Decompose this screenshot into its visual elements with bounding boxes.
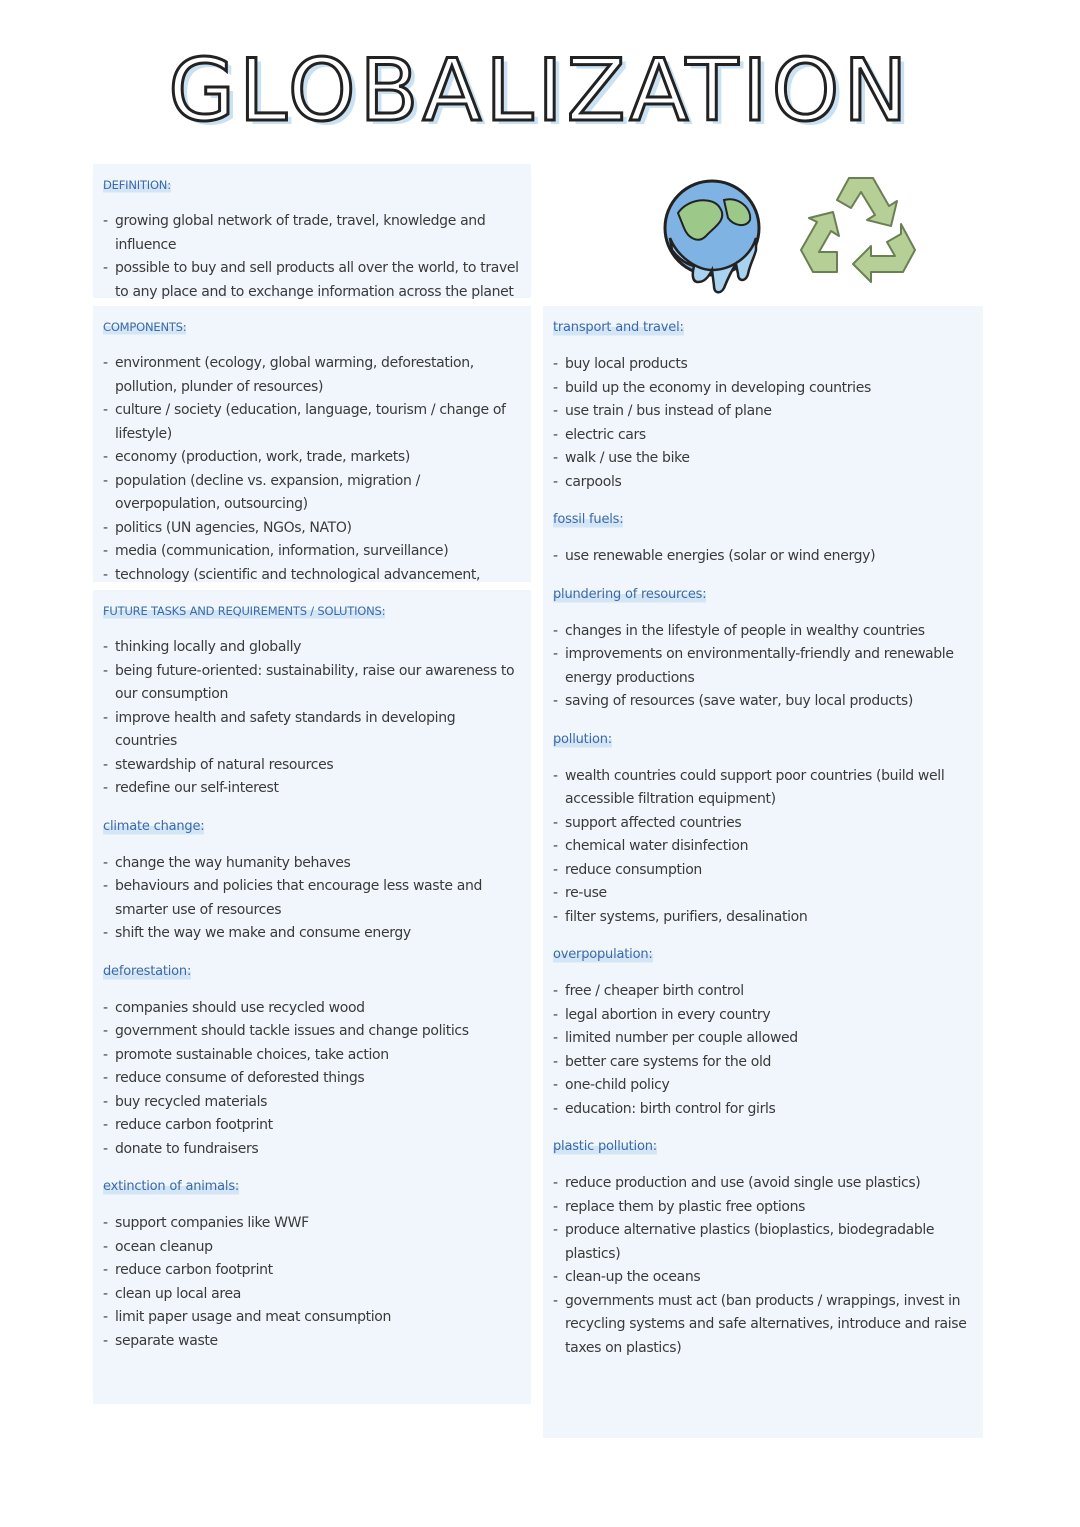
recycle-icon [797, 168, 925, 286]
list-item: - government should tackle issues and change politics [103, 1020, 521, 1044]
list-item: - culture / society (education, language, tourism / change of lifestyle) [103, 399, 521, 446]
list-item: - limited number per couple allowed [553, 1027, 973, 1051]
components-heading: COMPONENTS: [103, 316, 186, 338]
list-item: - one-child policy [553, 1074, 973, 1098]
components-panel [93, 306, 531, 582]
list-item: - chemical water disinfection [553, 835, 973, 859]
list-item: - growing global network of trade, travel, knowledge and influence [103, 210, 521, 257]
list-item: - walk / use the bike [553, 447, 973, 471]
list-item: - education: birth control for girls [553, 1098, 973, 1122]
list-item: - environment (ecology, global warming, deforestation, pollution, plunder of resources) [103, 352, 521, 399]
list-item: - improvements on environmentally-friendly and renewable energy productions [553, 643, 973, 690]
melting-earth-icon [658, 178, 770, 296]
list-item: - build up the economy in developing countries [553, 377, 973, 401]
fossil-list [553, 545, 973, 569]
transport-heading: transport and travel: [553, 317, 684, 339]
list-item: - re-use [553, 882, 973, 906]
list-item: - replace them by plastic free options [553, 1196, 973, 1220]
climate-change-heading: climate change: [103, 816, 204, 838]
list-item: - reduce carbon footprint [103, 1259, 521, 1283]
solutions-left-panel [93, 590, 531, 1404]
list-item: - support companies like WWF [103, 1212, 521, 1236]
list-item: - legal abortion in every country [553, 1004, 973, 1028]
list-item: - economy (production, work, trade, markets) [103, 446, 521, 470]
list-item: - buy recycled materials [103, 1091, 521, 1115]
pollution-list [553, 765, 973, 930]
solutions-right-panel [543, 306, 983, 1438]
list-item: - support affected countries [553, 812, 973, 836]
list-item: - stewardship of natural resources [103, 754, 521, 778]
definition-panel [93, 164, 531, 298]
list-item: - technology (scientific and technological advancement, [103, 564, 521, 611]
list-item: - filter systems, purifiers, desalination [553, 906, 973, 930]
list-item: - improve health and safety standards in developing countries [103, 707, 521, 754]
pollution-heading: pollution: [553, 729, 612, 751]
list-item: - clean up local area [103, 1283, 521, 1307]
plastic-list [553, 1172, 973, 1360]
list-item: - reduce carbon footprint [103, 1114, 521, 1138]
deforestation-list [103, 997, 521, 1162]
list-item: - thinking locally and globally [103, 636, 521, 660]
definition-list [103, 210, 521, 304]
list-item: - separate waste [103, 1330, 521, 1354]
list-item: - limit paper usage and meat consumption [103, 1306, 521, 1330]
plastic-heading: plastic pollution: [553, 1136, 657, 1158]
list-item: - governments must act (ban products / wrappings, invest in recycling systems and safe alternatives, introduce and raise taxes on plastics) [553, 1290, 973, 1361]
list-item: - reduce production and use (avoid single use plastics) [553, 1172, 973, 1196]
overpopulation-list [553, 980, 973, 1121]
list-item: - companies should use recycled wood [103, 997, 521, 1021]
list-item: - possible to buy and sell products all over the world, to travel to any place and to exchange information across the planet [103, 257, 521, 304]
list-item: - wealth countries could support poor countries (build well accessible filtration equipment) [553, 765, 973, 812]
plundering-list [553, 620, 973, 714]
extinction-list [103, 1212, 521, 1353]
list-item: - redefine our self-interest [103, 777, 521, 801]
fossil-heading: fossil fuels: [553, 509, 623, 531]
list-item: - population (decline vs. expansion, migration / overpopulation, outsourcing) [103, 470, 521, 517]
list-item: - shift the way we make and consume energy [103, 922, 521, 946]
overpopulation-heading: overpopulation: [553, 944, 653, 966]
list-item: - clean-up the oceans [553, 1266, 973, 1290]
plundering-heading: plundering of resources: [553, 584, 706, 606]
list-item: - being future-oriented: sustainability, raise our awareness to our consumption [103, 660, 521, 707]
list-item: - produce alternative plastics (bioplastics, biodegradable plastics) [553, 1219, 973, 1266]
list-item: - politics (UN agencies, NGOs, NATO) [103, 517, 521, 541]
list-item: - electric cars [553, 424, 973, 448]
extinction-heading: extinction of animals: [103, 1176, 239, 1198]
list-item: - media (communication, information, surveillance) [103, 540, 521, 564]
deforestation-heading: deforestation: [103, 961, 191, 983]
climate-change-list [103, 852, 521, 946]
list-item: - free / cheaper birth control [553, 980, 973, 1004]
list-item: - better care systems for the old [553, 1051, 973, 1075]
list-item: - use renewable energies (solar or wind energy) [553, 545, 973, 569]
list-item: - promote sustainable choices, take action [103, 1044, 521, 1068]
list-item: - changes in the lifestyle of people in wealthy countries [553, 620, 973, 644]
list-item: - donate to fundraisers [103, 1138, 521, 1162]
list-item: - saving of resources (save water, buy local products) [553, 690, 973, 714]
list-item: - ocean cleanup [103, 1236, 521, 1260]
future-heading: FUTURE TASKS AND REQUIREMENTS / SOLUTIONS: [103, 600, 385, 622]
future-list [103, 636, 521, 801]
list-item: - use train / bus instead of plane [553, 400, 973, 424]
page-title: GLOBALIZATION [168, 41, 912, 141]
components-list [103, 352, 521, 611]
list-item: - reduce consume of deforested things [103, 1067, 521, 1091]
transport-list [553, 353, 973, 494]
list-item: - behaviours and policies that encourage less waste and smarter use of resources [103, 875, 521, 922]
list-item: - carpools [553, 471, 973, 495]
list-item: - change the way humanity behaves [103, 852, 521, 876]
list-item: - buy local products [553, 353, 973, 377]
list-item: - reduce consumption [553, 859, 973, 883]
definition-heading: DEFINITION: [103, 174, 171, 196]
